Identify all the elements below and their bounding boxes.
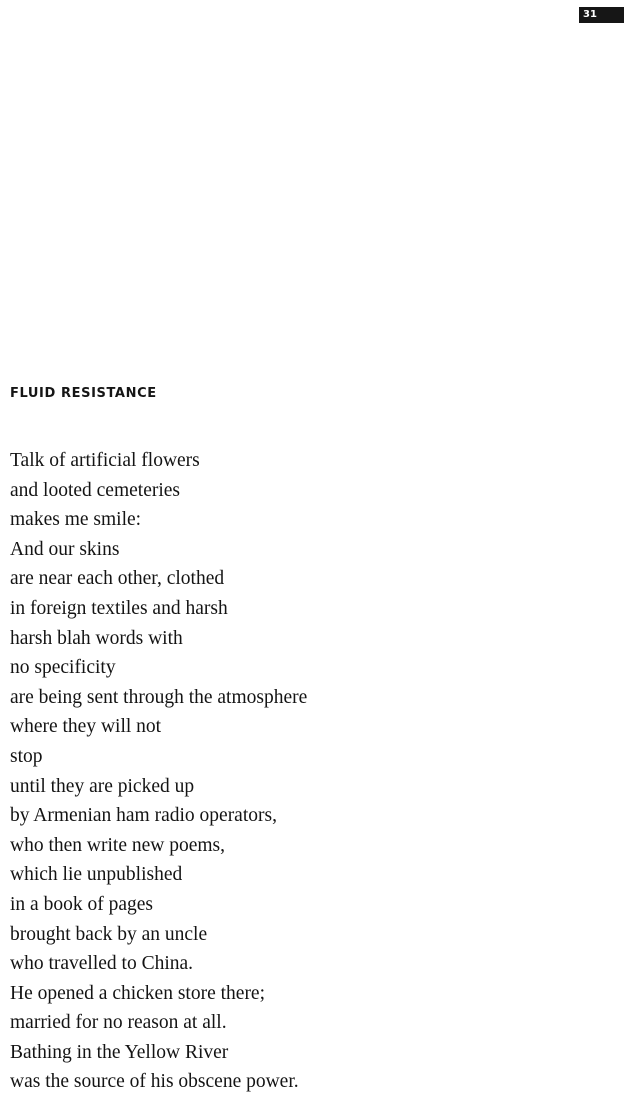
poem-line: by Armenian ham radio operators, xyxy=(10,805,277,827)
poem-line: Talk of artificial flowers xyxy=(10,450,200,471)
poem-line: are being sent through the atmosphere xyxy=(10,686,308,708)
poem-line: He opened a chicken store there; xyxy=(10,982,266,1004)
poem-line: was the source of his obscene power. xyxy=(10,1071,299,1093)
poem-body xyxy=(10,446,307,1097)
poem-line: which lie unpublished xyxy=(10,864,183,886)
poem-line: stop xyxy=(10,745,43,767)
poem-line: who then write new poems, xyxy=(10,834,225,856)
poem-line: and looted cemeteries xyxy=(10,479,181,501)
poem-line: brought back by an uncle xyxy=(10,923,208,945)
poem-line: in a book of pages xyxy=(10,893,153,915)
poem-line: Bathing in the Yellow River xyxy=(10,1041,229,1063)
poem-line: And our skins xyxy=(10,538,120,560)
poem-line: in foreign textiles and harsh xyxy=(10,597,228,619)
poem-line: married for no reason at all. xyxy=(10,1012,227,1034)
poem-line: are near each other, clothed xyxy=(10,568,225,590)
page-number-badge: 31 xyxy=(579,7,624,23)
poem-line: no specificity xyxy=(10,657,116,679)
poem-line: where they will not xyxy=(10,716,162,738)
poem-title: FLUID RESISTANCE xyxy=(10,386,157,401)
poem-line: who travelled to China. xyxy=(10,953,194,975)
poem-line: harsh blah words with xyxy=(10,627,183,649)
poem-line: makes me smile: xyxy=(10,509,142,531)
poem-line: until they are picked up xyxy=(10,775,195,797)
